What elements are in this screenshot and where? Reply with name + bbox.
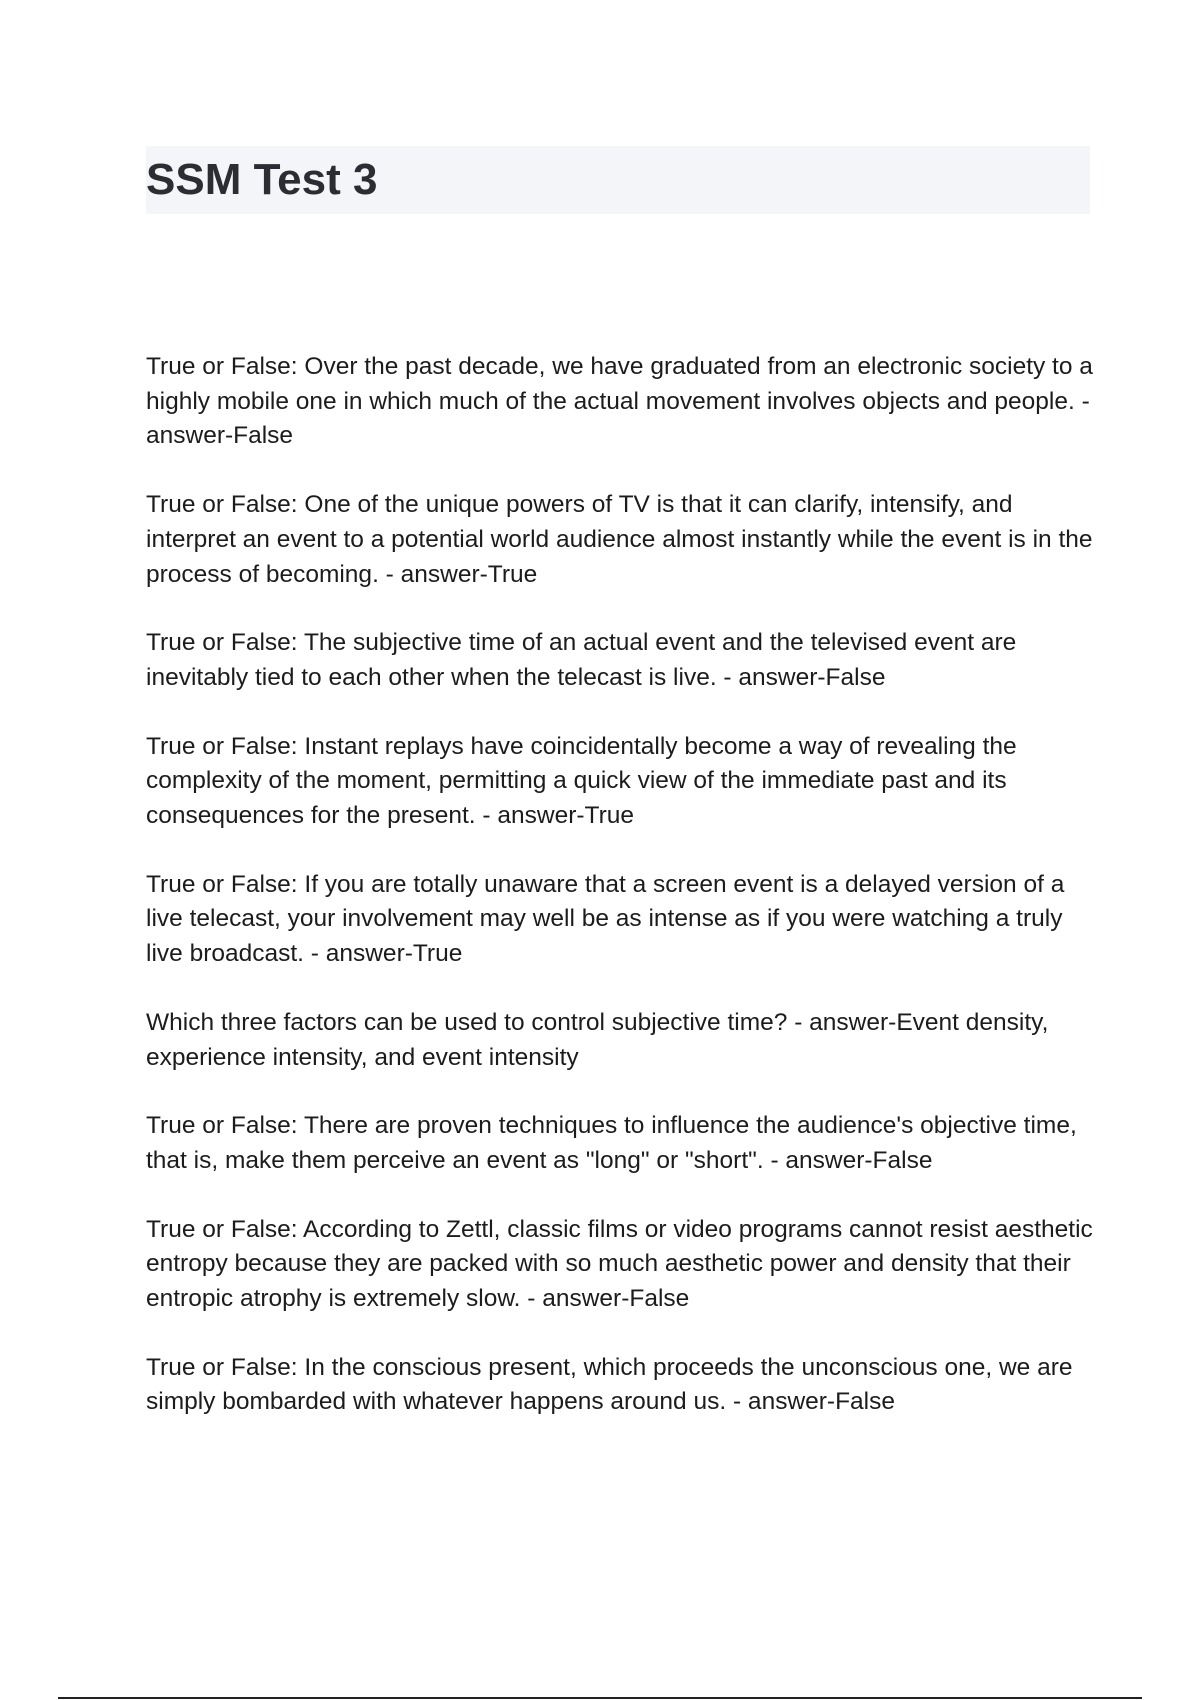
footer-divider (58, 1697, 1142, 1699)
question-item-5: True or False: If you are totally unaware that a screen event is a delayed version of a live telecast, your involvement may well be as intense as if you were watching a truly live broadcast. - answer-True (146, 870, 1065, 968)
page-title: SSM Test 3 (146, 155, 378, 204)
question-item-2: True or False: One of the unique powers of TV is that it can clarify, intensify, and interpret an event to a potential world audience almost instantly while the event is in the process of becoming. - answer-True (146, 491, 1093, 588)
question-item-4: True or False: Instant replays have coincidentally become a way of revealing the complexity of the moment, permitting a quick view of the immediate past and its consequences for the present. - answer-True (146, 732, 1017, 830)
question-item-1: True or False: Over the past decade, we have graduated from an electronic society to a highly mobile one in which much of the actual movement involves objects and people. - answer-False (146, 353, 1093, 450)
question-item-8: True or False: According to Zettl, classic films or video programs cannot resist aesthetic entropy because they are packed with so much aesthetic power and density that their entropic atrophy is extremely slow. - answer-False (146, 1215, 1093, 1313)
question-item-6: Which three factors can be used to control subjective time? - answer-Event density, experience intensity, and event intensity (146, 1008, 1049, 1071)
question-item-3: True or False: The subjective time of an actual event and the televised event are inevitably tied to each other when the telecast is live. - answer-False (146, 629, 1017, 691)
question-list (146, 350, 1096, 1454)
title-banner (146, 146, 1090, 214)
question-item-9: True or False: In the conscious present, which proceeds the unconscious one, we are simply bombarded with whatever happens around us. - answer-False (146, 1353, 1073, 1416)
question-item-7: True or False: There are proven techniques to influence the audience's objective time, that is, make them perceive an event as "long" or "short". - answer-False (146, 1112, 1077, 1174)
